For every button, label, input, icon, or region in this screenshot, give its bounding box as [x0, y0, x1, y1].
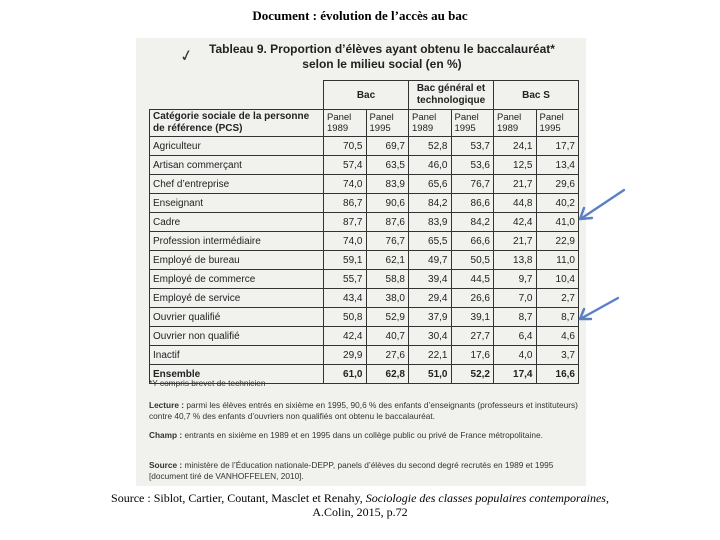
- table-cell: 30,4: [409, 327, 452, 346]
- table-cell: 90,6: [366, 194, 409, 213]
- row-label: Cadre: [150, 213, 324, 232]
- lecture-note: [149, 400, 579, 422]
- source-caption-book-title: Sociologie des classes populaires contemporaines: [365, 491, 606, 505]
- row-label: Ouvrier qualifié: [150, 308, 324, 327]
- table-cell: 41,0: [536, 213, 579, 232]
- empty-corner-cell: [150, 81, 324, 110]
- category-header: Catégorie sociale de la personne de référence (PCS): [150, 110, 324, 137]
- table-cell: 55,7: [324, 270, 367, 289]
- source-caption-line1: [0, 491, 720, 505]
- source-caption: [0, 491, 720, 519]
- source-caption-suffix: ,: [605, 491, 609, 505]
- panel-header: Panel 1995: [536, 110, 579, 137]
- scanned-table-image: [136, 38, 586, 486]
- table-cell: 13,4: [536, 156, 579, 175]
- table-cell: 21,7: [494, 175, 537, 194]
- table-cell: 63,5: [366, 156, 409, 175]
- table-cell: 65,6: [409, 175, 452, 194]
- table-cell: 26,6: [451, 289, 494, 308]
- panel-header: Panel 1989: [494, 110, 537, 137]
- row-label: Chef d’entreprise: [150, 175, 324, 194]
- panel-header: Panel 1989: [324, 110, 367, 137]
- table-cell: 62,1: [366, 251, 409, 270]
- table-cell: 51,0: [409, 365, 452, 384]
- table-cell: 24,1: [494, 137, 537, 156]
- table-cell: 70,5: [324, 137, 367, 156]
- table-cell: 65,5: [409, 232, 452, 251]
- table-cell: 44,8: [494, 194, 537, 213]
- table-row: [150, 270, 579, 289]
- table-cell: 57,4: [324, 156, 367, 175]
- source-caption-prefix: Source : Siblot, Cartier, Coutant, Masclet et Renahy,: [111, 491, 366, 505]
- group-header-bac-general: Bac général et technologique: [409, 81, 494, 110]
- table-cell: 43,4: [324, 289, 367, 308]
- table-row: [150, 251, 579, 270]
- table-cell: 86,7: [324, 194, 367, 213]
- table-cell: 16,6: [536, 365, 579, 384]
- row-label: Employé de bureau: [150, 251, 324, 270]
- table-cell: 76,7: [366, 232, 409, 251]
- table-cell: 87,6: [366, 213, 409, 232]
- table-cell: 29,9: [324, 346, 367, 365]
- annotation-arrow-ouvrier: [576, 294, 622, 324]
- table-cell: 39,4: [409, 270, 452, 289]
- table-cell: 62,8: [366, 365, 409, 384]
- table-cell: 69,7: [366, 137, 409, 156]
- table-cell: 39,1: [451, 308, 494, 327]
- table-cell: 61,0: [324, 365, 367, 384]
- table-cell: 40,2: [536, 194, 579, 213]
- table-cell: 17,7: [536, 137, 579, 156]
- table-cell: 83,9: [409, 213, 452, 232]
- table-cell: 50,8: [324, 308, 367, 327]
- table-body: [150, 137, 579, 384]
- table-cell: 2,7: [536, 289, 579, 308]
- champ-text: entrants en sixième en 1989 et en 1995 dans un collège public ou privé de France métropolitaine.: [184, 430, 543, 440]
- table-cell: 4,6: [536, 327, 579, 346]
- data-table: [149, 80, 579, 384]
- champ-label: Champ :: [149, 430, 183, 440]
- row-label: Ouvrier non qualifié: [150, 327, 324, 346]
- document-title: Document : évolution de l’accès au bac: [252, 8, 468, 23]
- table-cell: 52,8: [409, 137, 452, 156]
- table-cell: 21,7: [494, 232, 537, 251]
- table-cell: 50,5: [451, 251, 494, 270]
- table-cell: 3,7: [536, 346, 579, 365]
- table-cell: 22,1: [409, 346, 452, 365]
- table-row: [150, 327, 579, 346]
- table-title-line2: selon le milieu social (en %): [302, 57, 462, 71]
- table-cell: 52,9: [366, 308, 409, 327]
- table-cell: 42,4: [324, 327, 367, 346]
- table-cell: 44,5: [451, 270, 494, 289]
- table-row: [150, 156, 579, 175]
- table-cell: 52,2: [451, 365, 494, 384]
- table-row: [150, 346, 579, 365]
- group-header-bac: Bac: [324, 81, 409, 110]
- table-cell: 8,7: [536, 308, 579, 327]
- table-cell: 66,6: [451, 232, 494, 251]
- table-cell: 83,9: [366, 175, 409, 194]
- panel-header: Panel 1995: [366, 110, 409, 137]
- table-title-line1: Tableau 9. Proportion d’élèves ayant obtenu le baccalauréat*: [209, 42, 555, 56]
- table-cell: 53,6: [451, 156, 494, 175]
- table-cell: 38,0: [366, 289, 409, 308]
- table-row: [150, 194, 579, 213]
- row-label: Profession intermédiaire: [150, 232, 324, 251]
- table-cell: 12,5: [494, 156, 537, 175]
- table-cell: 29,4: [409, 289, 452, 308]
- table-cell: 74,0: [324, 175, 367, 194]
- table-cell: 4,0: [494, 346, 537, 365]
- panel-header-row: [150, 110, 579, 137]
- handwritten-check-mark: ✓: [178, 46, 196, 67]
- table-cell: 40,7: [366, 327, 409, 346]
- table-cell: 6,4: [494, 327, 537, 346]
- table-cell: 74,0: [324, 232, 367, 251]
- table-title: [202, 42, 562, 72]
- table-cell: 17,4: [494, 365, 537, 384]
- table-cell: 46,0: [409, 156, 452, 175]
- table-row: [150, 308, 579, 327]
- table-cell: 11,0: [536, 251, 579, 270]
- table-cell: 8,7: [494, 308, 537, 327]
- table-row: [150, 213, 579, 232]
- source-note: [149, 460, 579, 482]
- row-label: Artisan commerçant: [150, 156, 324, 175]
- table-cell: 53,7: [451, 137, 494, 156]
- panel-header: Panel 1989: [409, 110, 452, 137]
- lecture-label: Lecture :: [149, 400, 185, 410]
- row-label: Employé de commerce: [150, 270, 324, 289]
- table-cell: 86,6: [451, 194, 494, 213]
- table-cell: 9,7: [494, 270, 537, 289]
- row-label: Employé de service: [150, 289, 324, 308]
- champ-note: [149, 430, 579, 441]
- annotation-arrow-enseignant: [576, 186, 628, 226]
- table-row: [150, 289, 579, 308]
- table-cell: 84,2: [409, 194, 452, 213]
- source-label: Source :: [149, 460, 183, 470]
- table-row: [150, 175, 579, 194]
- table-cell: 22,9: [536, 232, 579, 251]
- table-cell: 17,6: [451, 346, 494, 365]
- table-cell: 59,1: [324, 251, 367, 270]
- table-cell: 7,0: [494, 289, 537, 308]
- table-row: [150, 137, 579, 156]
- table-cell: 37,9: [409, 308, 452, 327]
- row-label: Ensemble: [150, 365, 324, 384]
- table-cell: 27,6: [366, 346, 409, 365]
- table-cell: 10,4: [536, 270, 579, 289]
- lecture-text: parmi les élèves entrés en sixième en 1995, 90,6 % des enfants d’enseignants (professeurs et instituteurs) contre 40,7 % des enfants d’ouvriers non qualifiés ont obtenu le baccalauréat.: [149, 400, 578, 421]
- row-label: Enseignant: [150, 194, 324, 213]
- source-text: ministère de l’Éducation nationale-DEPP, panels d’élèves du second degré recrutés en 1989 et 1995 [document tiré de VANHOFFELEN, 2010].: [149, 460, 554, 481]
- table-cell: 49,7: [409, 251, 452, 270]
- table-cell: 58,8: [366, 270, 409, 289]
- row-label: Inactif: [150, 346, 324, 365]
- table-row: [150, 232, 579, 251]
- group-header-bac-s: Bac S: [494, 81, 579, 110]
- table-cell: 29,6: [536, 175, 579, 194]
- table-cell: 87,7: [324, 213, 367, 232]
- table-cell: 27,7: [451, 327, 494, 346]
- table-cell: 84,2: [451, 213, 494, 232]
- table-cell: 42,4: [494, 213, 537, 232]
- row-label: Agriculteur: [150, 137, 324, 156]
- group-header-row: [150, 81, 579, 110]
- panel-header: Panel 1995: [451, 110, 494, 137]
- table-footnote: *Y compris brevet de technicien: [149, 378, 266, 388]
- table-cell: 76,7: [451, 175, 494, 194]
- table-cell: 13,8: [494, 251, 537, 270]
- source-caption-line2: A.Colin, 2015, p.72: [312, 505, 408, 519]
